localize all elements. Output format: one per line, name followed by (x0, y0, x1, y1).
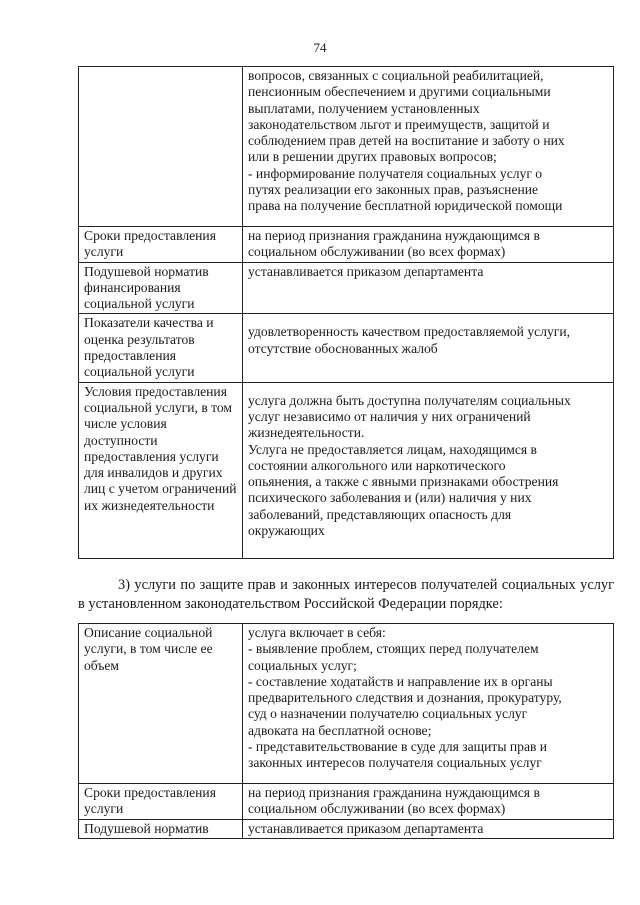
row-label: Сроки предоставления услуги (79, 227, 243, 263)
legal-protection-services-table (78, 623, 614, 839)
row-content: услуга включает в себя: - выявление проблем, стоящих перед получателем социальных услуг; - составление ходатайств и направление их в органы предварительного следствия и дознания, прокуратуру, суд о назначении получателю социальных услуг адвоката на бесплатной основе; - представительствование в суде для защиты прав и законных интересов получателя социальных услуг (243, 624, 614, 784)
table-row (79, 784, 614, 820)
table-row (79, 314, 614, 382)
row-content: на период признания гражданина нуждающимся в социальном обслуживании (во всех формах) (243, 784, 614, 820)
table-row (79, 624, 614, 784)
row-label: Подушевой норматив (79, 819, 243, 838)
row-content: на период признания гражданина нуждающимся в социальном обслуживании (во всех формах) (243, 227, 614, 263)
page-number: 74 (313, 40, 327, 55)
row-label: Показатели качества и оценка результатов предоставления социальной услуги (79, 314, 243, 382)
table-row (79, 262, 614, 314)
services-table-continued (78, 66, 614, 559)
table-row (79, 67, 614, 227)
row-label: Условия предоставления социальной услуги, в том числе условия доступности предоставления услуги для инвалидов и других лиц с учетом ограничений их жизнедеятельности (79, 382, 243, 558)
row-label: Подушевой норматив финансирования социальной услуги (79, 262, 243, 314)
row-content: вопросов, связанных с социальной реабилитацией, пенсионным обеспечением и другими социальными выплатами, получением установленных законодательством льгот и преимуществ, защитой и соблюдением прав детей на воспитание и заботу о них или в решении других правовых вопросов; - информирование получателя социальных услуг о путях реализации его законных прав, разъяснение права на получение бесплатной юридической помощи (243, 67, 614, 227)
table-row (79, 819, 614, 838)
row-content: удовлетворенность качеством предоставляемой услуги, отсутствие обоснованных жалоб (243, 314, 614, 382)
row-content: устанавливается приказом департамента (243, 819, 614, 838)
row-label (79, 67, 243, 227)
table-row (79, 227, 614, 263)
row-content: устанавливается приказом департамента (243, 262, 614, 314)
section-heading: 3) услуги по защите прав и законных интересов получателей социальных услуг в установленном законодательством Российской Федерации порядке: (78, 577, 614, 612)
row-content: услуга должна быть доступна получателям социальных услуг независимо от наличия у них ограничений жизнедеятельности. Услуга не предоставляется лицам, находящимся в состоянии алкогольного или наркотического опьянения, а также с явными признаками обострения психического заболевания и (или) наличия у них заболеваний, представляющих опасность для окружающих (243, 382, 614, 558)
table-row (79, 382, 614, 558)
row-label: Описание социальной услуги, в том числе ее объем (79, 624, 243, 784)
row-label: Сроки предоставления услуги (79, 784, 243, 820)
